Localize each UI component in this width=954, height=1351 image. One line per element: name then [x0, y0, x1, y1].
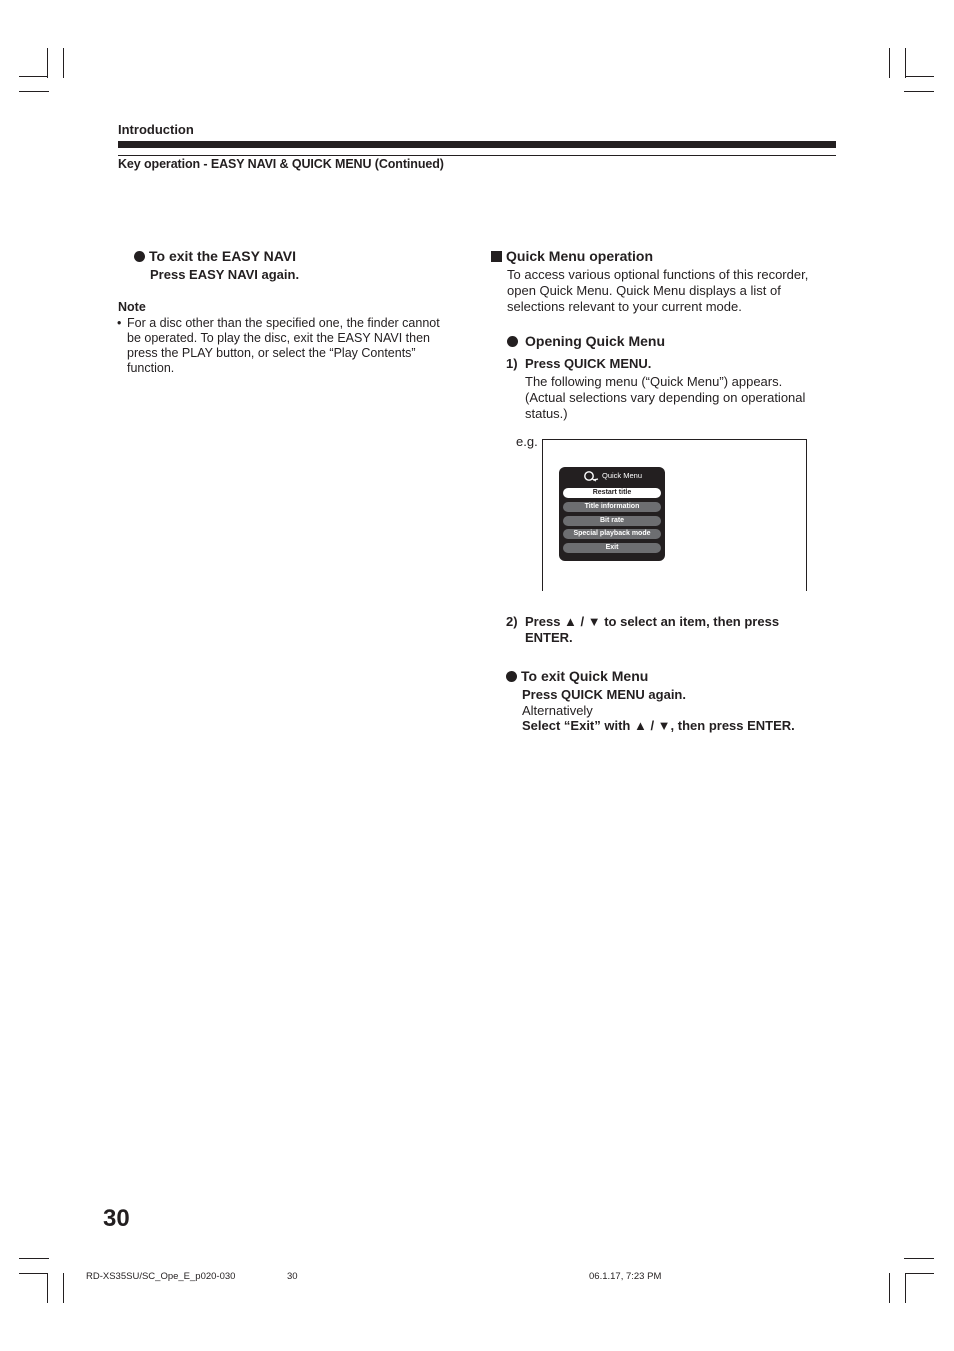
exit-easy-navi-heading: To exit the EASY NAVI — [134, 247, 296, 265]
header-rule-thin — [118, 155, 836, 156]
step1-description: The following menu (“Quick Menu”) appears. (Actual selections vary depending on operational status.) — [525, 374, 806, 421]
alternatively-label: Alternatively — [522, 703, 593, 718]
step2-number: 2) — [506, 614, 518, 629]
crop-mark — [47, 1273, 48, 1303]
eg-label: e.g. — [516, 434, 538, 449]
crop-mark — [905, 1273, 906, 1303]
crop-mark — [889, 1273, 890, 1303]
crop-mark — [63, 1273, 64, 1303]
page-subtitle: Key operation - EASY NAVI & QUICK MENU (Continued) — [118, 157, 444, 171]
quick-menu-item-title-information[interactable]: Title information — [563, 502, 661, 512]
exit-quick-menu-heading: To exit Quick Menu — [506, 667, 648, 685]
quick-menu-item-bit-rate[interactable]: Bit rate — [563, 516, 661, 526]
opening-quick-menu-heading: Opening Quick Menu — [507, 332, 665, 350]
crop-mark — [47, 48, 48, 78]
step1-text: Press QUICK MENU. — [525, 356, 652, 371]
step1-number: 1) — [506, 356, 518, 371]
quick-menu-operation-heading: Quick Menu operation — [491, 247, 653, 265]
note-title: Note — [118, 300, 146, 314]
quick-menu-item-special-playback-mode[interactable]: Special playback mode — [563, 529, 661, 539]
crop-mark — [19, 76, 48, 77]
crop-mark — [19, 1258, 49, 1259]
exit-easy-navi-instruction: Press EASY NAVI again. — [150, 267, 300, 282]
quick-menu-title: Quick Menu — [602, 471, 643, 480]
quick-menu-intro: To access various optional functions of this recorder, open Quick Menu. Quick Menu displays a list of selections relevant to your current mode. — [507, 267, 809, 314]
bullet-icon — [506, 671, 517, 682]
crop-mark — [904, 1258, 934, 1259]
crop-mark — [889, 48, 890, 78]
footer-page: 30 — [287, 1271, 298, 1282]
square-bullet-icon — [491, 251, 502, 262]
exit-quick-menu-instruction: Press QUICK MENU again. — [522, 687, 686, 702]
crop-mark — [905, 48, 906, 78]
crop-mark — [19, 1273, 48, 1274]
crop-mark — [63, 48, 64, 78]
alt-instruction: Select “Exit” with ▲ / ▼, then press ENTER. — [522, 718, 795, 733]
quick-menu-item-restart-title[interactable]: Restart title — [563, 488, 661, 498]
crop-mark — [904, 91, 934, 92]
crop-mark — [19, 91, 49, 92]
section-label: Introduction — [118, 122, 194, 137]
quick-menu-panel — [559, 467, 665, 561]
quick-menu-item-exit[interactable]: Exit — [563, 543, 661, 553]
page-number: 30 — [103, 1205, 130, 1232]
note-bullet: • — [117, 316, 122, 330]
bullet-icon — [134, 251, 145, 262]
header-rule — [118, 141, 836, 148]
crop-mark — [905, 1273, 934, 1274]
step2-text: Press ▲ / ▼ to select an item, then press ENTER. — [525, 614, 780, 645]
quick-menu-icon — [583, 470, 599, 482]
footer-file: RD-XS35SU/SC_Ope_E_p020-030 — [86, 1271, 236, 1282]
note-text: For a disc other than the specified one, the finder cannot be operated. To play the disc, exit the EASY NAVI then press the PLAY button, or select the “Play Contents” function. — [127, 316, 440, 375]
bullet-icon — [507, 336, 518, 347]
footer-timestamp: 06.1.17, 7:23 PM — [589, 1271, 662, 1282]
crop-mark — [905, 76, 934, 77]
